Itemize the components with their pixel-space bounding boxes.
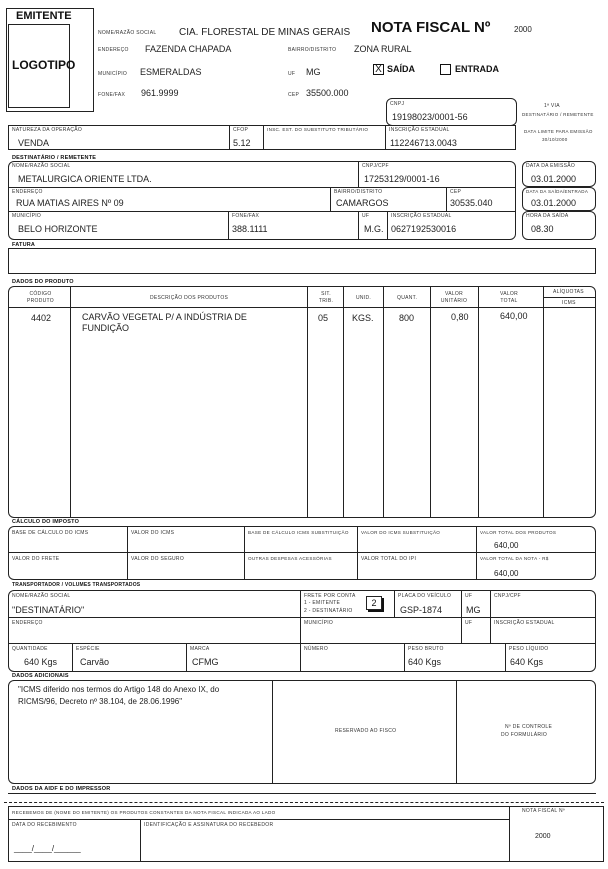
via-destino: DESTINATÁRIO / REMETENTE — [522, 112, 594, 117]
divider — [330, 187, 331, 211]
frete-por-conta-label: FRETE POR CONTA — [304, 593, 356, 599]
dest-municipio-label: MUNICÍPIO — [12, 213, 42, 219]
canhoto-nf-label: NOTA FISCAL Nº — [522, 808, 565, 814]
entrada-checkbox[interactable] — [440, 64, 451, 75]
col-unid: UNID. — [356, 295, 372, 301]
ipi-label: VALOR TOTAL DO IPI — [361, 556, 417, 562]
divider — [385, 125, 386, 150]
divider — [343, 286, 344, 518]
ie-label: INSCRIÇÃO ESTADUAL — [389, 127, 450, 133]
saida-checkbox[interactable]: X — [373, 64, 384, 75]
dest-uf-label: UF — [362, 213, 370, 219]
transp-ie-label: INSCRIÇÃO ESTADUAL — [494, 620, 555, 626]
especie-label: ESPÉCIE — [76, 646, 100, 652]
item-descricao-l2: FUNDIÇÃO — [82, 323, 129, 333]
transp-endereco-label: ENDEREÇO — [12, 620, 43, 626]
divider — [127, 526, 128, 580]
divider — [300, 617, 301, 643]
municipio-label: MUNICÍPIO — [98, 71, 128, 77]
divider — [8, 617, 596, 618]
dest-municipio: BELO HORIZONTE — [18, 224, 98, 234]
divider — [509, 806, 510, 862]
adicionais-texto-l2: RICMS/96, Decreto nº 38.104, de 28.06.1996" — [18, 697, 183, 706]
data-recebimento-label: DATA DO RECEBIMENTO — [12, 822, 77, 828]
col-total: VALOR TOTAL — [499, 291, 519, 304]
item-descricao-l1: CARVÃO VEGETAL P/ A INDÚSTRIA DE — [82, 312, 247, 322]
col-descricao: DESCRIÇÃO DOS PRODUTOS — [150, 295, 229, 301]
divider — [228, 211, 229, 240]
base-icms-label: BASE DE CÁLCULO DO ICMS — [12, 530, 89, 536]
divider — [8, 552, 596, 553]
hora-label: HORA DA SAÍDA — [526, 213, 569, 219]
divider — [387, 211, 388, 240]
valor-icms-label: VALOR DO ICMS — [131, 530, 175, 536]
ie: 112246713.0043 — [390, 138, 457, 148]
cep: 35500.000 — [306, 88, 349, 98]
divider — [430, 286, 431, 518]
total-nota-label: VALOR TOTAL DA NOTA - R$ — [480, 556, 549, 561]
fatura-box — [8, 248, 596, 274]
divider — [461, 590, 462, 643]
divider — [307, 286, 308, 518]
dest-endereco: RUA MATIAS AIRES Nº 09 — [16, 198, 124, 208]
fone-label: FONE/FAX — [98, 92, 126, 98]
natureza-label: NATUREZA DA OPERAÇÃO — [12, 127, 83, 133]
via-note: 1ª VIA — [544, 103, 560, 109]
data-limite: 30/10/2000 — [542, 137, 568, 142]
razao-label: NOME/RAZÃO SOCIAL — [98, 30, 157, 36]
divider — [244, 526, 245, 580]
produtos-header: DADOS DO PRODUTO — [12, 279, 74, 285]
divider — [229, 125, 230, 150]
transp-municipio-label: MUNICÍPIO — [304, 620, 334, 626]
destinatario-header: DESTINATÁRIO / REMETENTE — [12, 155, 97, 161]
placa-label: PLACA DO VEÍCULO — [398, 593, 452, 599]
nota-fiscal-title: NOTA FISCAL Nº — [371, 19, 491, 36]
cep-label: CEP — [288, 92, 300, 98]
total-prod: 640,00 — [494, 541, 519, 550]
controle-l2: DO FORMULÁRIO — [501, 732, 548, 738]
impressor-header: DADOS DA AIDF E DO IMPRESSOR — [12, 786, 111, 792]
divider — [72, 643, 73, 672]
frete-value-box[interactable]: 2 — [366, 596, 382, 610]
uf-label: UF — [288, 71, 296, 77]
canhoto-cut-line — [4, 802, 604, 803]
transp-razao: "DESTINATÁRIO" — [12, 605, 85, 615]
divider — [476, 526, 477, 580]
divider — [8, 211, 516, 212]
transp-uf2-label: UF — [465, 620, 473, 626]
frete-opt2: 2 - DESTINATÁRIO — [304, 608, 353, 614]
dest-razao: METALURGICA ORIENTE LTDA. — [18, 174, 152, 184]
fatura-header: FATURA — [12, 242, 36, 248]
cnpj: 19198023/0001-56 — [392, 112, 468, 122]
col-aliq: ALÍQUOTAS — [553, 289, 584, 295]
divider — [394, 590, 395, 617]
natureza: VENDA — [18, 138, 50, 148]
divider — [8, 307, 596, 308]
item-codigo: 4402 — [31, 313, 52, 323]
total-prod-label: VALOR TOTAL DOS PRODUTOS — [480, 530, 557, 535]
uf: MG — [306, 67, 321, 77]
dest-cnpj: 17253129/0001-16 — [364, 174, 440, 184]
valor-subst-label: VALOR DO ICMS SUBSTITUIÇÃO — [361, 530, 441, 535]
dest-uf: M.G. — [364, 224, 384, 234]
peso-bruto-label: PESO BRUTO — [408, 646, 444, 652]
dest-cep-label: CEP — [450, 189, 462, 195]
divider — [446, 187, 447, 211]
endereco: FAZENDA CHAPADA — [145, 44, 232, 54]
dest-ie-label: INSCRIÇÃO ESTADUAL — [391, 213, 452, 219]
data-recebimento[interactable]: ____/____/______ — [14, 844, 81, 853]
adicionais-header: DADOS ADICIONAIS — [12, 673, 69, 679]
item-unit: 0,80 — [451, 312, 469, 322]
divider — [300, 590, 301, 617]
emissao-label: DATA DA EMISSÃO — [526, 163, 576, 169]
item-sit: 05 — [318, 313, 329, 323]
controle-l1: Nº DE CONTROLE — [505, 724, 553, 730]
adicionais-texto-l1: "ICMS diferido nos termos do Artigo 148 do Anexo IX, do — [18, 685, 220, 694]
item-quant: 800 — [399, 313, 415, 323]
seguro-label: VALOR DO SEGURO — [131, 556, 185, 562]
dest-bairro-label: BAIRRO/DISTRITO — [334, 189, 383, 195]
imposto-header: CÁLCULO DO IMPOSTO — [12, 519, 80, 525]
entrada-label: ENTRADA — [455, 64, 499, 74]
divider — [8, 819, 509, 820]
saida-label: SAÍDA — [387, 64, 416, 74]
divider — [456, 680, 457, 784]
dest-ie: 0627192530016 — [391, 224, 457, 234]
quantidade-label: QUANTIDADE — [12, 646, 48, 652]
dest-cep: 30535.040 — [450, 198, 493, 208]
item-unid: KGS. — [352, 313, 374, 323]
impressor-box — [8, 793, 596, 801]
divider — [357, 526, 358, 580]
peso-liquido: 640 Kgs — [510, 657, 544, 667]
cnpj-label: CNPJ — [390, 101, 405, 107]
transp-cnpj-label: CNPJ/CPF — [494, 593, 521, 599]
divider — [8, 643, 596, 644]
divider — [478, 286, 479, 518]
municipio: ESMERALDAS — [140, 67, 202, 77]
transp-razao-label: NOME/RAZÃO SOCIAL — [12, 593, 71, 599]
numero-label: NÚMERO — [304, 646, 329, 652]
divider — [70, 286, 71, 518]
item-total: 640,00 — [500, 311, 528, 321]
base-subst-label: BASE DE CÁLCULO ICMS SUBSTITUIÇÃO — [248, 530, 349, 535]
bairro: ZONA RURAL — [354, 44, 412, 54]
cfop: 5.12 — [233, 138, 251, 148]
frete-label: VALOR DO FRETE — [12, 556, 60, 562]
transp-uf-label: UF — [465, 593, 473, 599]
divider — [404, 643, 405, 672]
divider — [358, 161, 359, 187]
emissao: 03.01.2000 — [531, 174, 577, 184]
total-nota: 640,00 — [494, 569, 519, 578]
saida-date-label: DATA DA SAÍDA/ENTRADA — [526, 189, 589, 194]
divider — [543, 286, 544, 518]
col-quant: QUANT. — [397, 295, 418, 301]
saida-date: 03.01.2000 — [531, 198, 577, 208]
marca: CFMG — [192, 657, 219, 667]
recebemos-text: RECEBEMOS DE (NOME DO EMITENTE) OS PRODUTOS CONSTANTES DA NOTA FISCAL INDICADA AO LADO — [12, 810, 276, 815]
frete-opt1: 1 - EMITENTE — [304, 600, 341, 606]
divider — [140, 819, 141, 862]
marca-label: MARCA — [190, 646, 210, 652]
divider — [8, 187, 516, 188]
placa: GSP-1874 — [400, 605, 443, 615]
fone: 961.9999 — [141, 88, 179, 98]
col-icms: ICMS — [562, 300, 576, 306]
razao-social: CIA. FLORESTAL DE MINAS GERAIS — [179, 27, 351, 38]
dest-fone-label: FONE/FAX — [232, 213, 260, 219]
divider — [383, 286, 384, 518]
dest-razao-label: NOME/RAZÃO SOCIAL — [12, 163, 71, 169]
dest-bairro: CAMARGOS — [336, 198, 389, 208]
peso-bruto: 640 Kgs — [408, 657, 442, 667]
col-unit: VALOR UNITÁRIO — [440, 291, 468, 304]
dest-cnpj-label: CNPJ/CPF — [362, 163, 389, 169]
logo: LOGOTIPO — [12, 58, 76, 72]
quantidade: 640 Kgs — [24, 657, 58, 667]
divider — [263, 125, 264, 150]
emitente-header: EMITENTE — [16, 10, 72, 22]
divider — [490, 590, 491, 643]
divider — [358, 211, 359, 240]
nota-fiscal-number: 2000 — [514, 25, 532, 34]
identificacao-label: IDENTIFICAÇÃO E ASSINATURA DO RECEBEDOR — [144, 822, 274, 828]
outras-label: OUTRAS DESPESAS ACESSÓRIAS — [248, 556, 332, 561]
bairro-label: BAIRRO/DISTRITO — [288, 47, 337, 53]
divider — [505, 643, 506, 672]
divider — [272, 680, 273, 784]
divider — [543, 297, 596, 298]
divider — [300, 643, 301, 672]
dest-fone: 388.1111 — [232, 224, 268, 234]
reservado-fisco: RESERVADO AO FISCO — [335, 728, 397, 734]
divider — [186, 643, 187, 672]
peso-liquido-label: PESO LÍQUIDO — [509, 646, 549, 652]
data-limite-label: DATA LIMITE PARA EMISSÃO — [524, 129, 593, 134]
canhoto-nf-number: 2000 — [535, 833, 551, 840]
endereco-label: ENDEREÇO — [98, 47, 129, 53]
hora: 08.30 — [531, 224, 554, 234]
transp-uf: MG — [466, 605, 481, 615]
col-codigo: CÓDIGO PRODUTO — [26, 291, 54, 304]
col-sit: SIT. TRIB. — [318, 291, 334, 304]
especie: Carvão — [80, 657, 110, 667]
ie-subst-label: INSC. EST. DO SUBSTITUTO TRIBUTÁRIO — [267, 127, 369, 132]
transportador-header: TRANSPORTADOR / VOLUMES TRANSPORTADOS — [12, 582, 141, 588]
cfop-label: CFOP — [233, 127, 249, 133]
dest-endereco-label: ENDEREÇO — [12, 189, 43, 195]
